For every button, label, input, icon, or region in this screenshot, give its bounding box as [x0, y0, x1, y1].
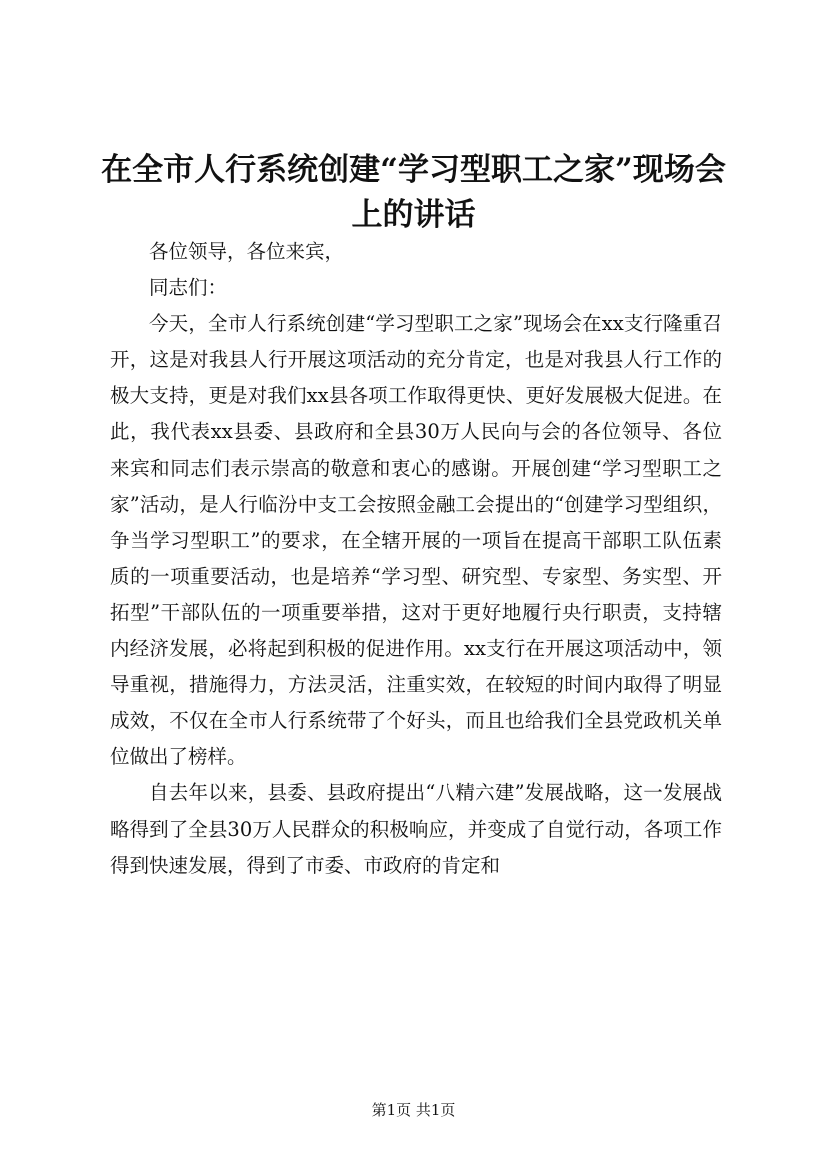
salutation-line: 各位领导，各位来宾， — [149, 240, 345, 263]
salutation-line: 同志们： — [149, 276, 228, 300]
body-paragraph: 今天，全市人行系统创建“学习型职工之家”现场会在xx支行隆重召开，这是对我县人行开展这项活动的充分肯定，也是对我县人行工作的极大支持，更是对我们xx县各项工作取得更快、更好发展极大促进。在此，我代表xx县委、县政府和全县30万人民向与会的各位领导、各位来宾和同志们表示崇高的敬意和衷心的感谢。开展创建“学习型职工之家”活动，是人行临汾中支工会按照金融工会提出的“创建学习型组织，争当学习型职工”的要求，在全辖开展的一项旨在提高干部职工队伍素质的一项重要活动，也是培养“学习型、研究型、专家型、务实型、开拓型”干部队伍的一项重要举措，这对于更好地履行央行职责，支持辖内经济发展，必将起到积极的促进作用。xx支行在开展这项活动中，领导重视，措施得力，方法灵活，注重实效，在较短的时间内取得了明显成效，不仅在全市人行系统带了个好头，而且也给我们全县党政机关单位做出了榜样。 — [110, 312, 722, 769]
body-paragraph: 自去年以来，县委、县政府提出“八精六建”发展战略，这一发展战略得到了全县30万人民群众的积极响应，并变成了自觉行动，各项工作得到快速发展，得到了市委、市政府的肯定和 — [110, 781, 722, 877]
document-body — [110, 234, 722, 884]
page-footer: 第1页 共1页 — [371, 1101, 456, 1119]
document-title: 在全市人行系统创建“学习型职工之家”现场会上的讲话 — [101, 152, 726, 233]
